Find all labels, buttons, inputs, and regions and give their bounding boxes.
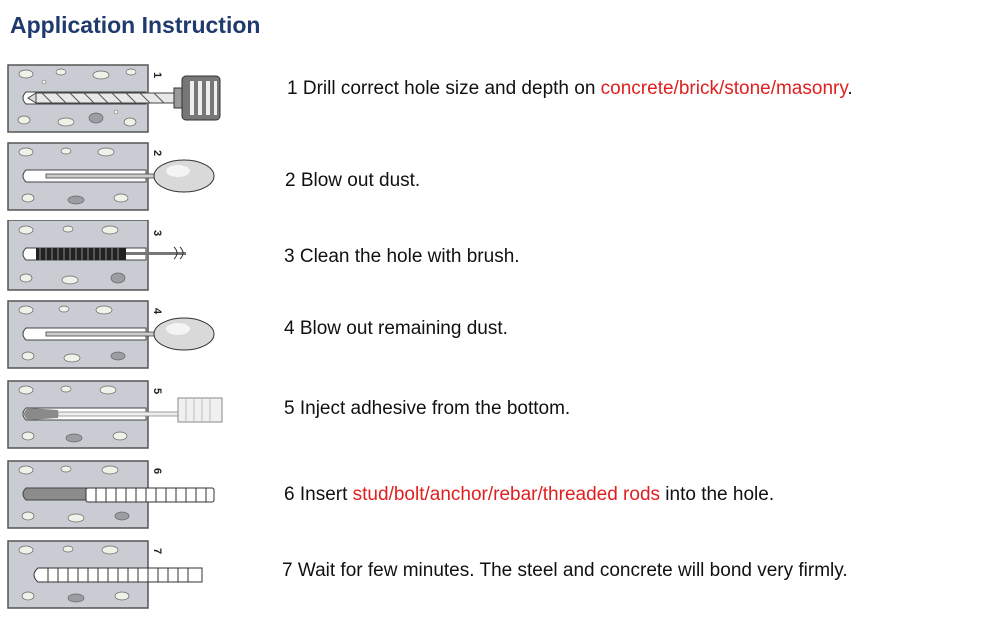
brush-icon [36, 247, 186, 260]
step-6-illustration [6, 458, 226, 533]
step-3-number: 3 [151, 230, 163, 237]
step-2-number: 2 [151, 150, 163, 157]
step-6 [0, 458, 993, 538]
step-5-number: 5 [151, 388, 163, 395]
step-7-number: 7 [151, 548, 163, 555]
step-6-number: 6 [151, 468, 163, 475]
step-2-text: 2 Blow out dust. [285, 170, 421, 191]
threaded-rod-icon [34, 568, 202, 582]
step-1-text: 1 Drill correct hole size and depth on concrete/brick/stone/masonry. [287, 78, 853, 99]
step-7 [0, 538, 993, 618]
step-2-illustration [6, 140, 226, 215]
step-4-illustration [6, 298, 226, 373]
step-3-text: 3 Clean the hole with brush. [284, 246, 520, 267]
page-title: Application Instruction [10, 12, 261, 38]
threaded-rod-icon [86, 488, 214, 502]
step-4-text: 4 Blow out remaining dust. [284, 318, 508, 339]
step-5 [0, 378, 993, 458]
step-5-text: 5 Inject adhesive from the bottom. [284, 398, 571, 419]
step-5-illustration [6, 378, 226, 453]
step-7-text: 7 Wait for few minutes. The steel and concrete will bond very firmly. [282, 560, 848, 581]
step-4 [0, 298, 993, 378]
step-6-text: 6 Insert stud/bolt/anchor/rebar/threaded rods into the hole. [284, 484, 775, 505]
step-1-number: 1 [151, 72, 163, 79]
step-2 [0, 140, 993, 220]
step-1-illustration [6, 62, 226, 137]
step-7-illustration [6, 538, 226, 613]
step-4-number: 4 [151, 308, 163, 315]
step-3-illustration [6, 220, 226, 295]
step-3 [0, 220, 993, 300]
step-1 [0, 62, 993, 142]
